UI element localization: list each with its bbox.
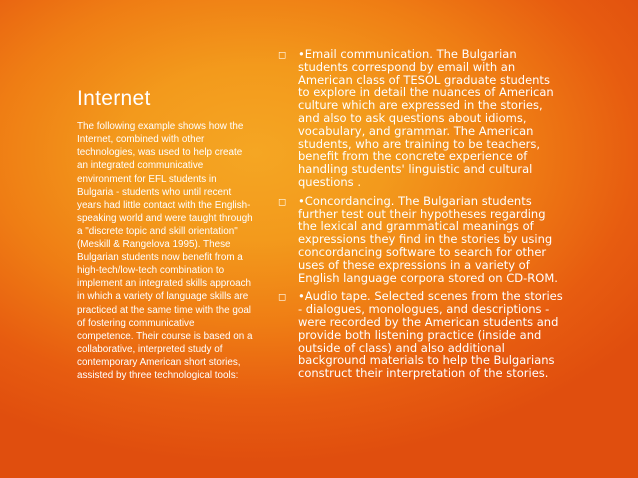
bullet-text-concordancing: •Concordancing. The Bulgarian students further test out their hypotheses regarding the lexical and grammatical meanings of expressions they find in the stories by using concordancing software to search for other uses of these expressions in a variety of English language corpora stored on CD-ROM. <box>298 193 558 285</box>
left-column <box>77 86 253 382</box>
bullet-item-email <box>278 48 563 189</box>
open-square-bullet-icon: ◻ <box>278 50 287 61</box>
bullet-item-audio-tape <box>278 290 563 380</box>
right-column <box>278 48 563 386</box>
slide-title: Internet <box>77 87 151 110</box>
open-square-bullet-icon: ◻ <box>278 196 287 208</box>
open-square-bullet-icon: ◻ <box>278 292 287 304</box>
bullet-text-email: •Email communication. The Bulgarian students correspond by email with an American class of TESOL graduate students to explore in detail the nuances of American culture which are expressed in the stories, and also to ask questions about idioms, vocabulary, and grammar. The American students, who are training to be teachers, benefit from the concrete experience of handling students' linguistic and cultural questions . <box>298 47 554 189</box>
intro-paragraph: The following example shows how the Internet, combined with other technologies, was used to help create an integrated communicative environment for EFL students in Bulgaria - students who until recent years had little contact with the English-speaking world and were taught through a "discrete topic and skill orientation" (Meskill & Rangelova 1995). These Bulgarian students now benefit from a high-tech/low-tech combination to implement an integrated skills approach in which a variety of language skills are practiced at the same time with the goal of fostering communicative competence. Their course is based on a collaborative, interpreted study of contemporary American short stories, assisted by three technological tools: <box>77 121 253 381</box>
bullet-text-audio-tape: •Audio tape. Selected scenes from the stories - dialogues, monologues, and descriptions - were recorded by the American students and provide both listening practice (inside and outside of class) and also additional background materials to help the Bulgarians construct their interpretation of the stories. <box>298 289 563 381</box>
bullet-item-concordancing <box>278 195 563 285</box>
